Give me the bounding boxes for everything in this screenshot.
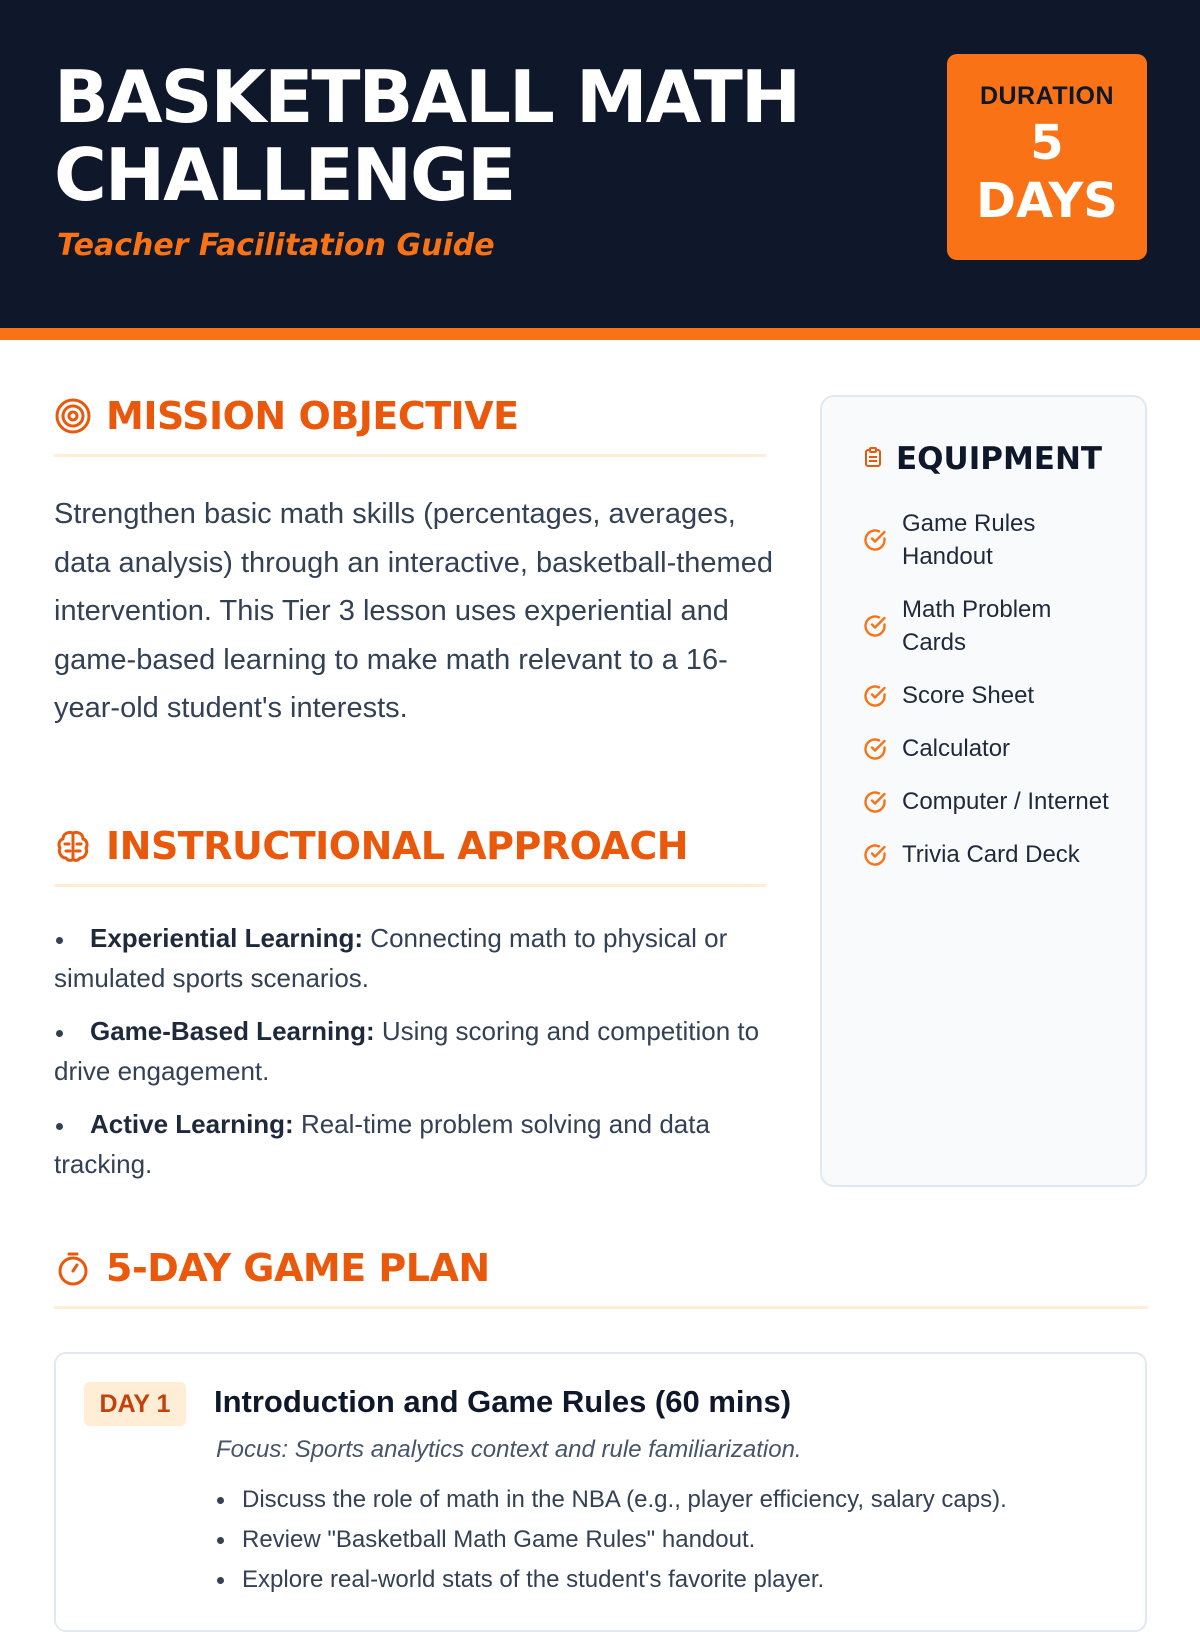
bullet [54, 918, 90, 958]
check-circle-icon [862, 527, 888, 553]
approach-desc: Real-time problem solving and data tracking. [54, 1109, 710, 1179]
check-circle-icon [862, 842, 888, 868]
page-subtitle: Teacher Facilitation Guide [57, 228, 495, 263]
mission-heading [54, 394, 766, 457]
bullet [216, 1520, 242, 1560]
bullet [54, 1011, 90, 1051]
duration-value: 5 [1030, 115, 1064, 171]
equipment-item-label: Computer / Internet [902, 788, 1109, 815]
page-title: BASKETBALL MATH CHALLENGE [54, 55, 800, 217]
equipment-item [862, 785, 1122, 818]
equipment-list [862, 507, 1122, 871]
equipment-item-label: Game Rules Handout [902, 510, 1036, 570]
bullet [54, 1104, 90, 1144]
equipment-item [862, 732, 1122, 765]
approach-heading-text: INSTRUCTIONAL APPROACH [106, 824, 689, 868]
list-item [216, 1520, 1007, 1560]
list-item [216, 1480, 1007, 1520]
bullet [216, 1560, 242, 1600]
approach-term: Experiential Learning: [90, 923, 364, 953]
plan-heading [54, 1246, 1148, 1309]
equipment-item-label: Trivia Card Deck [902, 841, 1080, 868]
approach-desc: Connecting math to physical or simulated sports scenarios. [54, 923, 728, 993]
approach-desc: Using scoring and competition to drive engagement. [54, 1016, 760, 1086]
equipment-item-label: Calculator [902, 735, 1011, 762]
duration-badge [947, 54, 1147, 260]
equipment-item-label: Score Sheet [902, 682, 1035, 709]
equipment-item [862, 593, 1122, 659]
page-header [0, 0, 1200, 328]
day-card [54, 1352, 1147, 1632]
approach-list [54, 918, 774, 1197]
equipment-item [862, 679, 1122, 712]
equipment-heading [864, 441, 1145, 477]
bullet [216, 1480, 242, 1520]
equipment-item [862, 838, 1122, 871]
check-circle-icon [862, 736, 888, 762]
approach-term: Game-Based Learning: [90, 1016, 375, 1046]
day-activity: Review "Basketball Math Game Rules" handout. [242, 1526, 756, 1553]
approach-term: Active Learning: [90, 1109, 294, 1139]
list-item [54, 918, 774, 998]
check-circle-icon [862, 613, 888, 639]
equipment-heading-text: EQUIPMENT [896, 441, 1103, 477]
target-icon [54, 396, 94, 436]
equipment-item [862, 507, 1122, 573]
list-item [54, 1011, 774, 1091]
check-circle-icon [862, 789, 888, 815]
equipment-panel [820, 395, 1147, 1187]
mission-text: Strengthen basic math skills (percentages, averages, data analysis) through an interactive, basketball-themed intervention. This Tier 3 lesson uses experiential and game-based learning to make math relevant to a 16-year-old student's interests. [54, 498, 773, 724]
day-badge: DAY 1 [84, 1382, 186, 1426]
day-title: Introduction and Game Rules (60 mins) [214, 1384, 792, 1419]
day-focus: Focus: Sports analytics context and rule familiarization. [216, 1436, 802, 1463]
day-activities [216, 1480, 1007, 1600]
approach-heading [54, 824, 766, 887]
mission-heading-text: MISSION OBJECTIVE [106, 394, 519, 438]
duration-label: DURATION [979, 82, 1115, 110]
day-activity: Discuss the role of math in the NBA (e.g., player efficiency, salary caps). [242, 1486, 1007, 1513]
list-item [216, 1560, 1007, 1600]
check-circle-icon [862, 683, 888, 709]
day-activity: Explore real-world stats of the student's favorite player. [242, 1566, 825, 1593]
brain-icon [54, 826, 94, 866]
list-item [54, 1104, 774, 1184]
equipment-item-label: Math Problem Cards [902, 596, 1052, 656]
duration-unit: DAYS [976, 173, 1118, 229]
clipboard-icon [864, 447, 882, 472]
stopwatch-icon [54, 1248, 94, 1288]
header-accent-bar [0, 328, 1200, 340]
plan-heading-text: 5-DAY GAME PLAN [106, 1246, 490, 1290]
